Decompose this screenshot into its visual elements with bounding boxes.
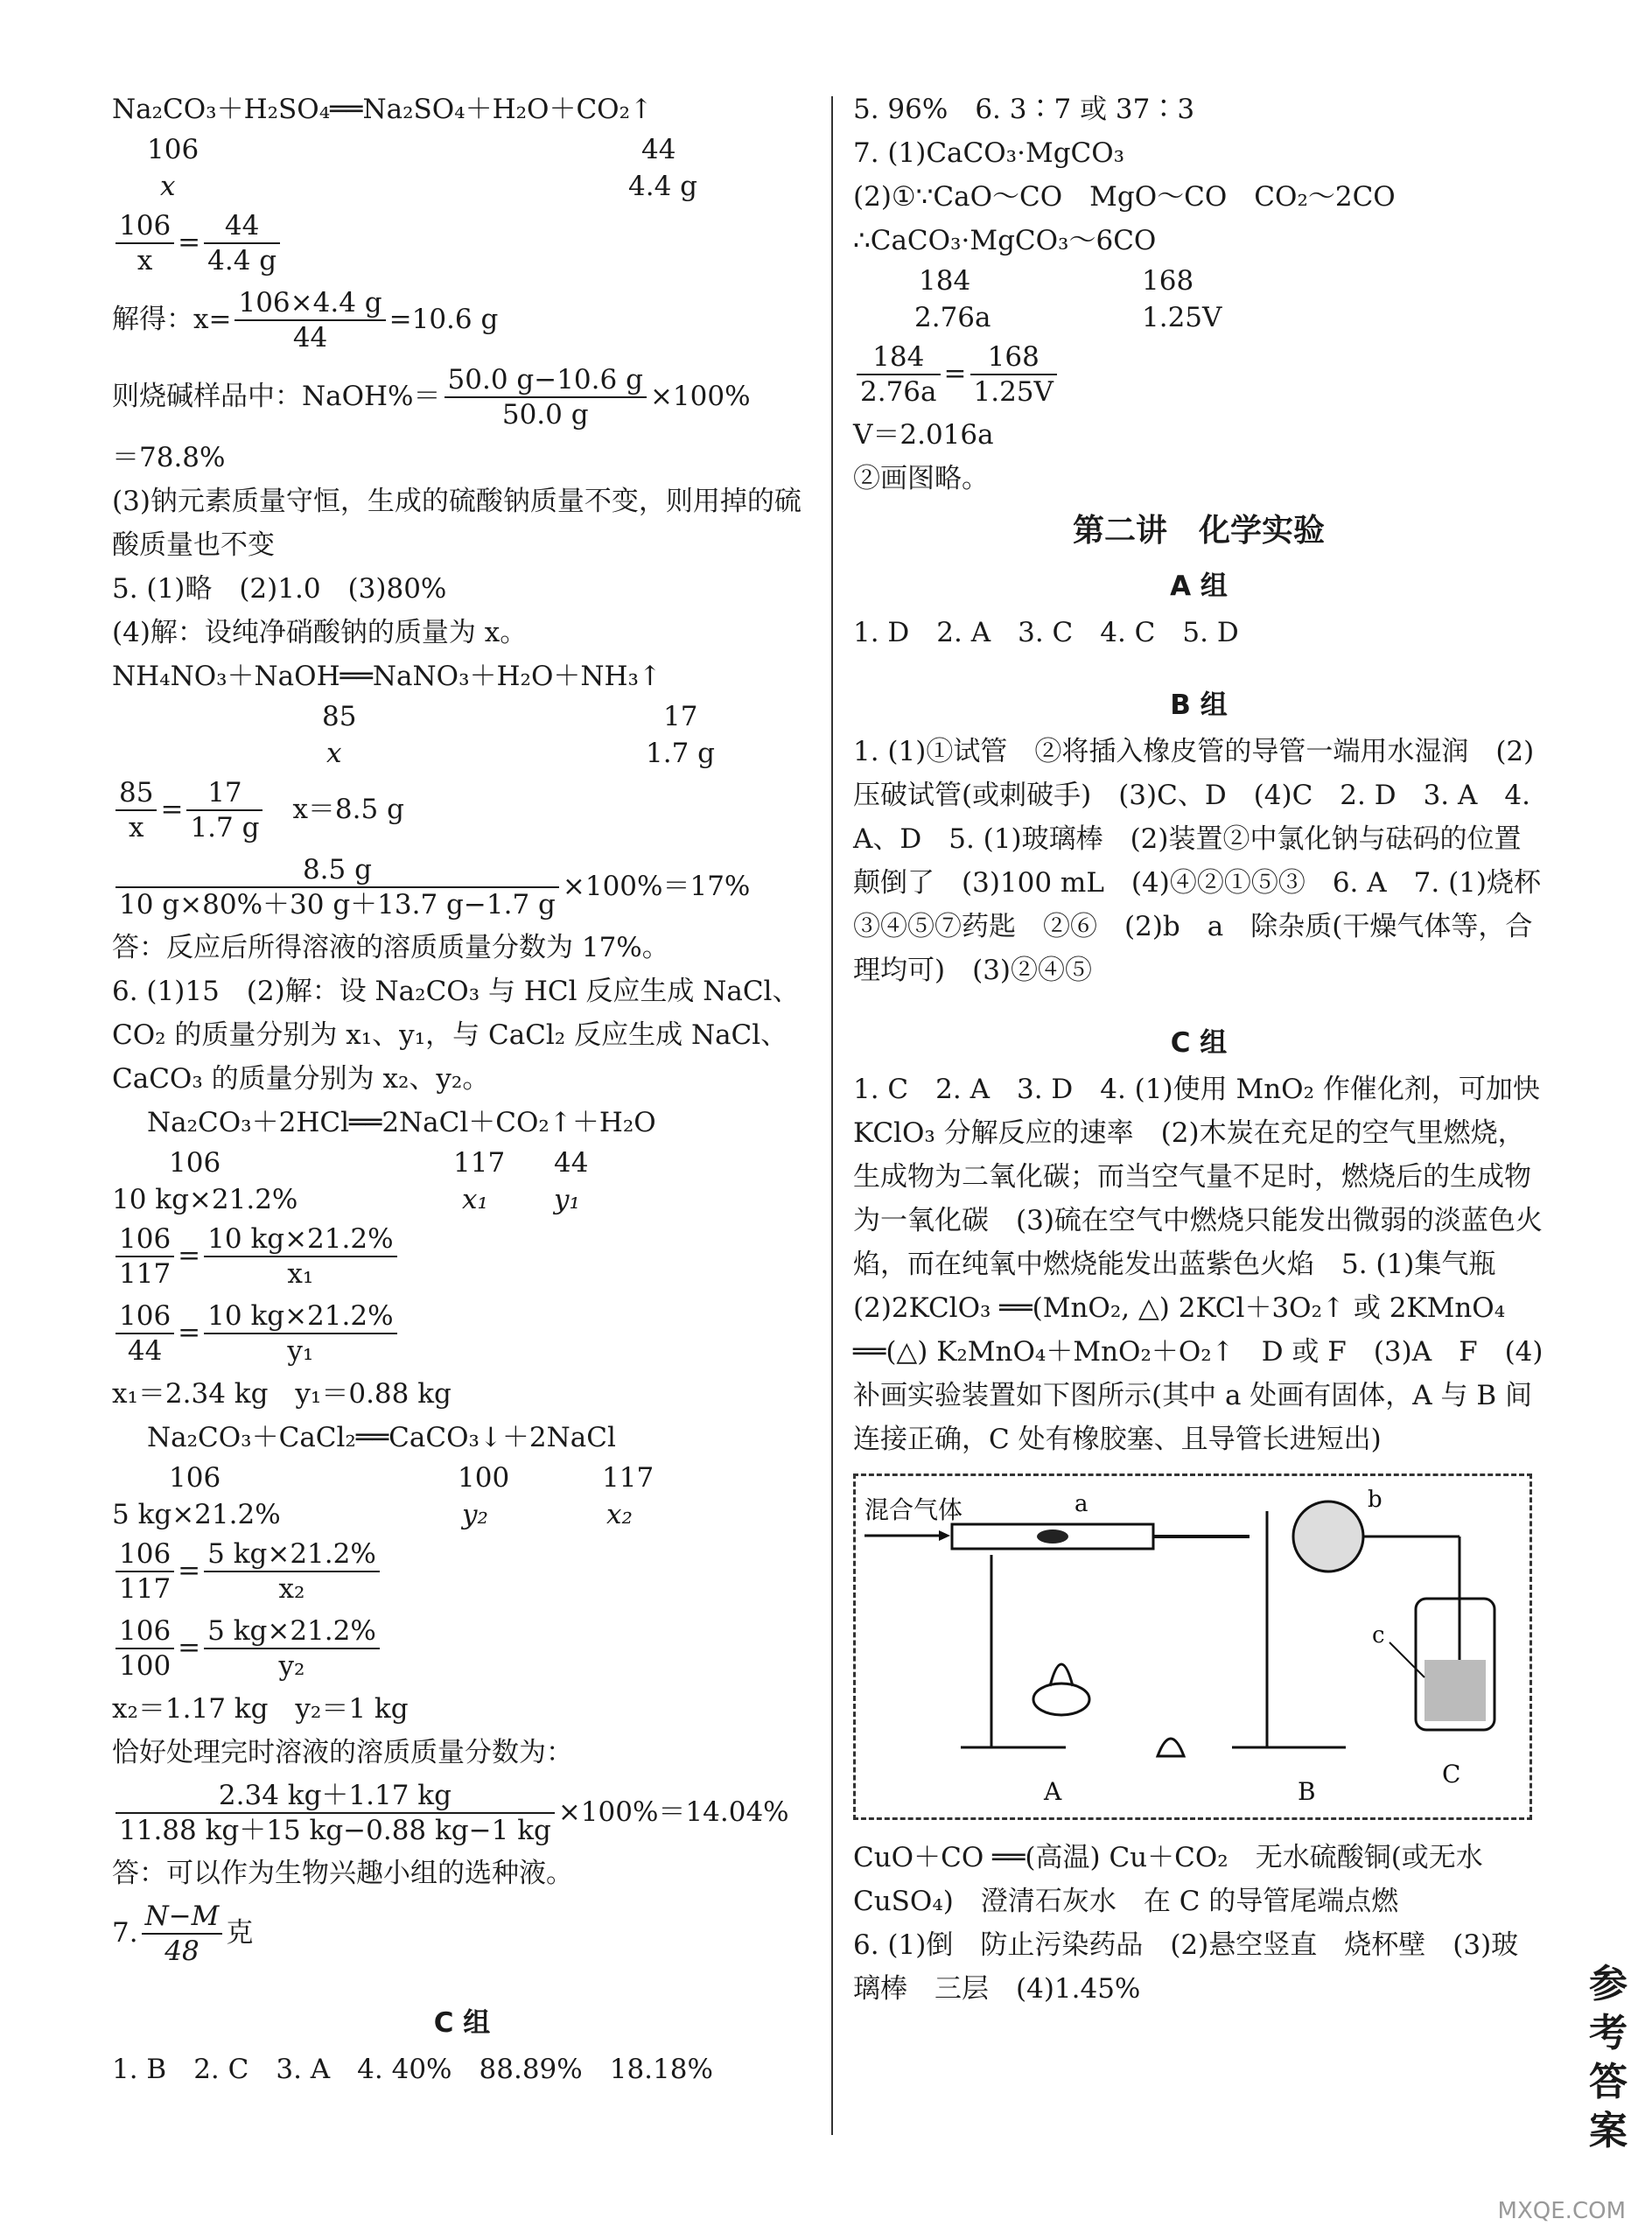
percent-line: $\frac{8.5 g}{10 g\times 80\%+30 g+13.7 g-1.7 g}$ ×100%＝17% <box>112 849 812 926</box>
question-5-4: (4)解：设纯净硝酸钠的质量为 x。 <box>112 617 528 648</box>
fraction: $\frac{106}{117}$ <box>116 1537 174 1606</box>
equation-masses: 106 100 117 <box>169 1462 654 1494</box>
answer-line: 答：反应后所得溶液的溶质质量分数为 17%。 <box>112 932 669 963</box>
solid-sample <box>1037 1530 1068 1544</box>
relation-line: ∴CaCO₃·MgCO₃～6CO <box>853 225 1157 256</box>
apparatus-figure <box>853 1474 1532 1820</box>
watermark: MXQE.COM <box>1497 2198 1626 2224</box>
result-line: V＝2.016a <box>853 419 994 451</box>
fraction: $\frac{106}{x}$ <box>116 209 174 277</box>
mass-value: 44 <box>641 134 676 165</box>
answer-line: 答：可以作为生物兴趣小组的选种液。 <box>112 1858 573 1889</box>
fraction: $\frac{106}{117}$ <box>116 1222 174 1291</box>
equation-line: Na₂CO₃＋H₂SO₄══Na₂SO₄＋H₂O＋CO₂↑ <box>112 94 653 125</box>
question-7: 7. $\frac{N-M}{48}$ 克 <box>112 1900 254 1967</box>
equation-unknowns: x 1.7 g <box>326 738 715 769</box>
fraction: $\frac{8.5 g}{10 g\times 80\%+30 g+13.7 g-1.7 g}$ <box>116 853 559 921</box>
equation-masses: 85 17 <box>322 701 698 732</box>
unknown-value: x <box>160 171 176 202</box>
fraction: $\frac{5 kg\times 21.2\%}{\text{x₂}}$ <box>204 1537 380 1606</box>
answers-line: 5. 96% 6. 3∶7 或 37∶3 <box>853 94 1195 125</box>
fraction: $\frac{106}{100}$ <box>116 1614 174 1683</box>
equation-line: Na₂CO₃＋CaCl₂══CaCO₃↓＋2NaCl <box>147 1422 616 1453</box>
mass-value: 106 <box>147 134 200 165</box>
left-column <box>112 88 812 2091</box>
label-B: B <box>1298 1777 1316 1806</box>
right-column <box>853 88 1568 2011</box>
fraction: $\frac{10 kg\times 21.2\%}{\text{x₁}}$ <box>204 1222 396 1291</box>
equation-line: Na₂CO₃＋2HCl══2NaCl＋CO₂↑＋H₂O <box>147 1107 656 1138</box>
unknown-value: 4.4 g <box>628 171 697 202</box>
answers-line: 1. B 2. C 3. A 4. 40% 88.89% 18.18% <box>112 2054 713 2085</box>
answers-paragraph: CuO＋CO ══(高温) Cu＋CO₂ 无水硫酸铜(或无水 CuSO₄) 澄清石灰水 在 C 的导管尾端点燃 <box>853 1842 1483 1917</box>
percent-line: $\frac{2.34 kg+1.17 kg}{11.88 kg+15 kg-0.88 kg-1 kg}$ ×100%＝14.04% <box>112 1774 812 1852</box>
reference-answers-tab: 参 考 答 案 <box>1589 1962 1628 2153</box>
proportion: $\frac{106}{44}$ = $\frac{10 kg\times 21.2\%}{\text{y₁}}$ <box>112 1295 812 1372</box>
label-C: C <box>1442 1760 1461 1788</box>
relation-unknowns: 2.76a 1.25V <box>914 302 1222 333</box>
group-title: B 组 <box>1170 690 1228 721</box>
relation-masses: 184 168 <box>919 265 1194 297</box>
group-title: C 组 <box>433 2007 491 2039</box>
equation-masses <box>112 131 812 168</box>
apparatus-diagram <box>856 1476 1530 1817</box>
fraction: $\frac{106\times 4.4 g}{44}$ <box>234 286 385 354</box>
alcohol-lamp <box>1033 1684 1089 1715</box>
section-title: 第二讲 化学实验 <box>1072 513 1325 549</box>
fraction: $\frac{10 kg\times 21.2\%}{\text{y₁}}$ <box>204 1299 396 1368</box>
label-A: A <box>1044 1777 1062 1806</box>
proportion: $\frac{106}{117}$ = $\frac{10 kg\times 21.2\%}{\text{x₁}}$ <box>112 1218 812 1295</box>
fraction: $\frac{44}{4.4 g}$ <box>204 209 280 277</box>
fraction: $\frac{85}{x}$ <box>116 776 157 844</box>
question-7: 7. (1)CaCO₃·MgCO₃ <box>853 137 1125 169</box>
proportion: $\frac{106}{117}$ = $\frac{5 kg\times 21.2\%}{\text{x₂}}$ <box>112 1533 812 1610</box>
equation-unknowns: 5 kg×21.2% y₂ x₂ <box>112 1499 633 1530</box>
equation-unknowns <box>112 168 812 205</box>
label-a: a <box>1074 1491 1088 1517</box>
result-line: 恰好处理完时溶液的溶质质量分数为： <box>112 1737 573 1768</box>
fraction: $\frac{N-M}{48}$ <box>142 1900 223 1968</box>
naoh-line: 则烧碱样品中：NaOH%＝ $\frac{50.0 g-10.6 g}{50.0 g}$ ×100% <box>112 364 751 430</box>
fraction: $\frac{168}{1.25V}$ <box>970 340 1057 409</box>
group-title: A 组 <box>1170 570 1228 602</box>
proportion: $\frac{85}{x}$ = $\frac{17}{1.7 g}$ x＝8.5 g <box>112 772 812 849</box>
equation-unknowns: 10 kg×21.2% x₁ y₁ <box>112 1184 580 1215</box>
fraction: $\frac{17}{1.7 g}$ <box>186 776 262 844</box>
answer-paragraph: (3)钠元素质量守恒，生成的硫酸钠质量不变，则用掉的硫酸质量也不变 <box>112 486 802 561</box>
proportion: $\frac{184}{2.76a}$ = $\frac{168}{1.25V}$ <box>853 336 1544 413</box>
proportion: $\frac{106}{x}$ = $\frac{44}{4.4 g}$ <box>112 205 812 282</box>
result-line: x₂＝1.17 kg y₂＝1 kg <box>112 1693 409 1725</box>
equation-masses: 106 117 44 <box>169 1147 589 1179</box>
limewater <box>1424 1660 1486 1721</box>
answers-paragraph: 1. C 2. A 3. D 4. (1)使用 MnO₂ 作催化剂，可加快 KClO₃ 分解反应的速率 (2)木炭在充足的空气里燃烧，生成物为二氧化碳；而当空气量不足时，燃烧后的生成物为一氧化碳 (3)硫在空气中燃烧只能发出微弱的淡蓝色火焰，而在纯氧中燃烧能发出蓝紫色火焰 5. (1)集气瓶 (2)2KClO₃ ══(MnO₂, △) 2KCl＋3O₂↑ 或 2KMnO₄ ══(△) K₂MnO₄＋MnO₂＋O₂↑ D 或 F (3)A F (4)补画实验装置如下图所示(其中 a 处画有固体，A 与 B 间连接正确，C 处有橡胶塞、且导管长进短出) <box>853 1074 1544 1455</box>
column-divider <box>831 96 833 2135</box>
question-5: 5. (1)略 (2)1.0 (3)80% <box>112 573 447 605</box>
result-line: ②画图略。 <box>853 463 989 494</box>
question-6: 6. (1)倒 防止污染药品 (2)悬空竖直 烧杯壁 (3)玻璃棒 三层 (4)1.45% <box>853 1929 1519 2005</box>
fraction: $\frac{50.0 g-10.6 g}{50.0 g}$ <box>444 363 647 431</box>
mixed-gas-label: 混合气体 <box>864 1495 963 1524</box>
relation-line: (2)①∵CaO～CO MgO～CO CO₂～2CO <box>853 181 1396 213</box>
fraction: $\frac{2.34 kg+1.17 kg}{11.88 kg+15 kg-0.88 kg-1 kg}$ <box>116 1779 555 1847</box>
lamp-cap <box>1158 1739 1184 1756</box>
answers-paragraph: 1. (1)①试管 ②将插入橡皮管的导管一端用水湿润 (2)压破试管(或刺破手) (3)C、D (4)C 2. D 3. A 4. A、D 5. (1)玻璃棒 (2)装置②中氯化钠与砝码的位置颠倒了 (3)100 mL (4)④②①⑤③ 6. A 7. (1)烧杯 ③④⑤⑦药匙 ②⑥ (2)b a 除杂质(干燥气体等，合理均可) (3)②④⑤ <box>853 736 1568 986</box>
fraction: $\frac{5 kg\times 21.2\%}{\text{y₂}}$ <box>204 1614 380 1683</box>
result-line: x₁＝2.34 kg y₁＝0.88 kg <box>112 1378 452 1410</box>
solve-line: 解得：x= $\frac{106\times 4.4 g}{44}$ =10.6 g <box>112 287 499 354</box>
fraction: $\frac{106}{44}$ <box>116 1299 174 1368</box>
fraction: $\frac{184}{2.76a}$ <box>857 340 941 409</box>
equation-line: NH₄NO₃＋NaOH══NaNO₃＋H₂O＋NH₃↑ <box>112 661 662 692</box>
label-c: c <box>1372 1622 1385 1648</box>
proportion: $\frac{106}{100}$ = $\frac{5 kg\times 21.2\%}{\text{y₂}}$ <box>112 1610 812 1687</box>
question-6: 6. (1)15 (2)解：设 Na₂CO₃ 与 HCl 反应生成 NaCl、CO₂ 的质量分别为 x₁、y₁，与 CaCl₂ 反应生成 NaCl、CaCO₃ 的质量分别为 x₂、y₂。 <box>112 976 800 1095</box>
group-title: C 组 <box>1170 1027 1228 1059</box>
drying-bulb <box>1293 1502 1363 1572</box>
label-b: b <box>1368 1487 1382 1513</box>
answers-line: 1. D 2. A 3. C 4. C 5. D <box>853 617 1239 648</box>
result-line: ＝78.8% <box>112 442 226 473</box>
